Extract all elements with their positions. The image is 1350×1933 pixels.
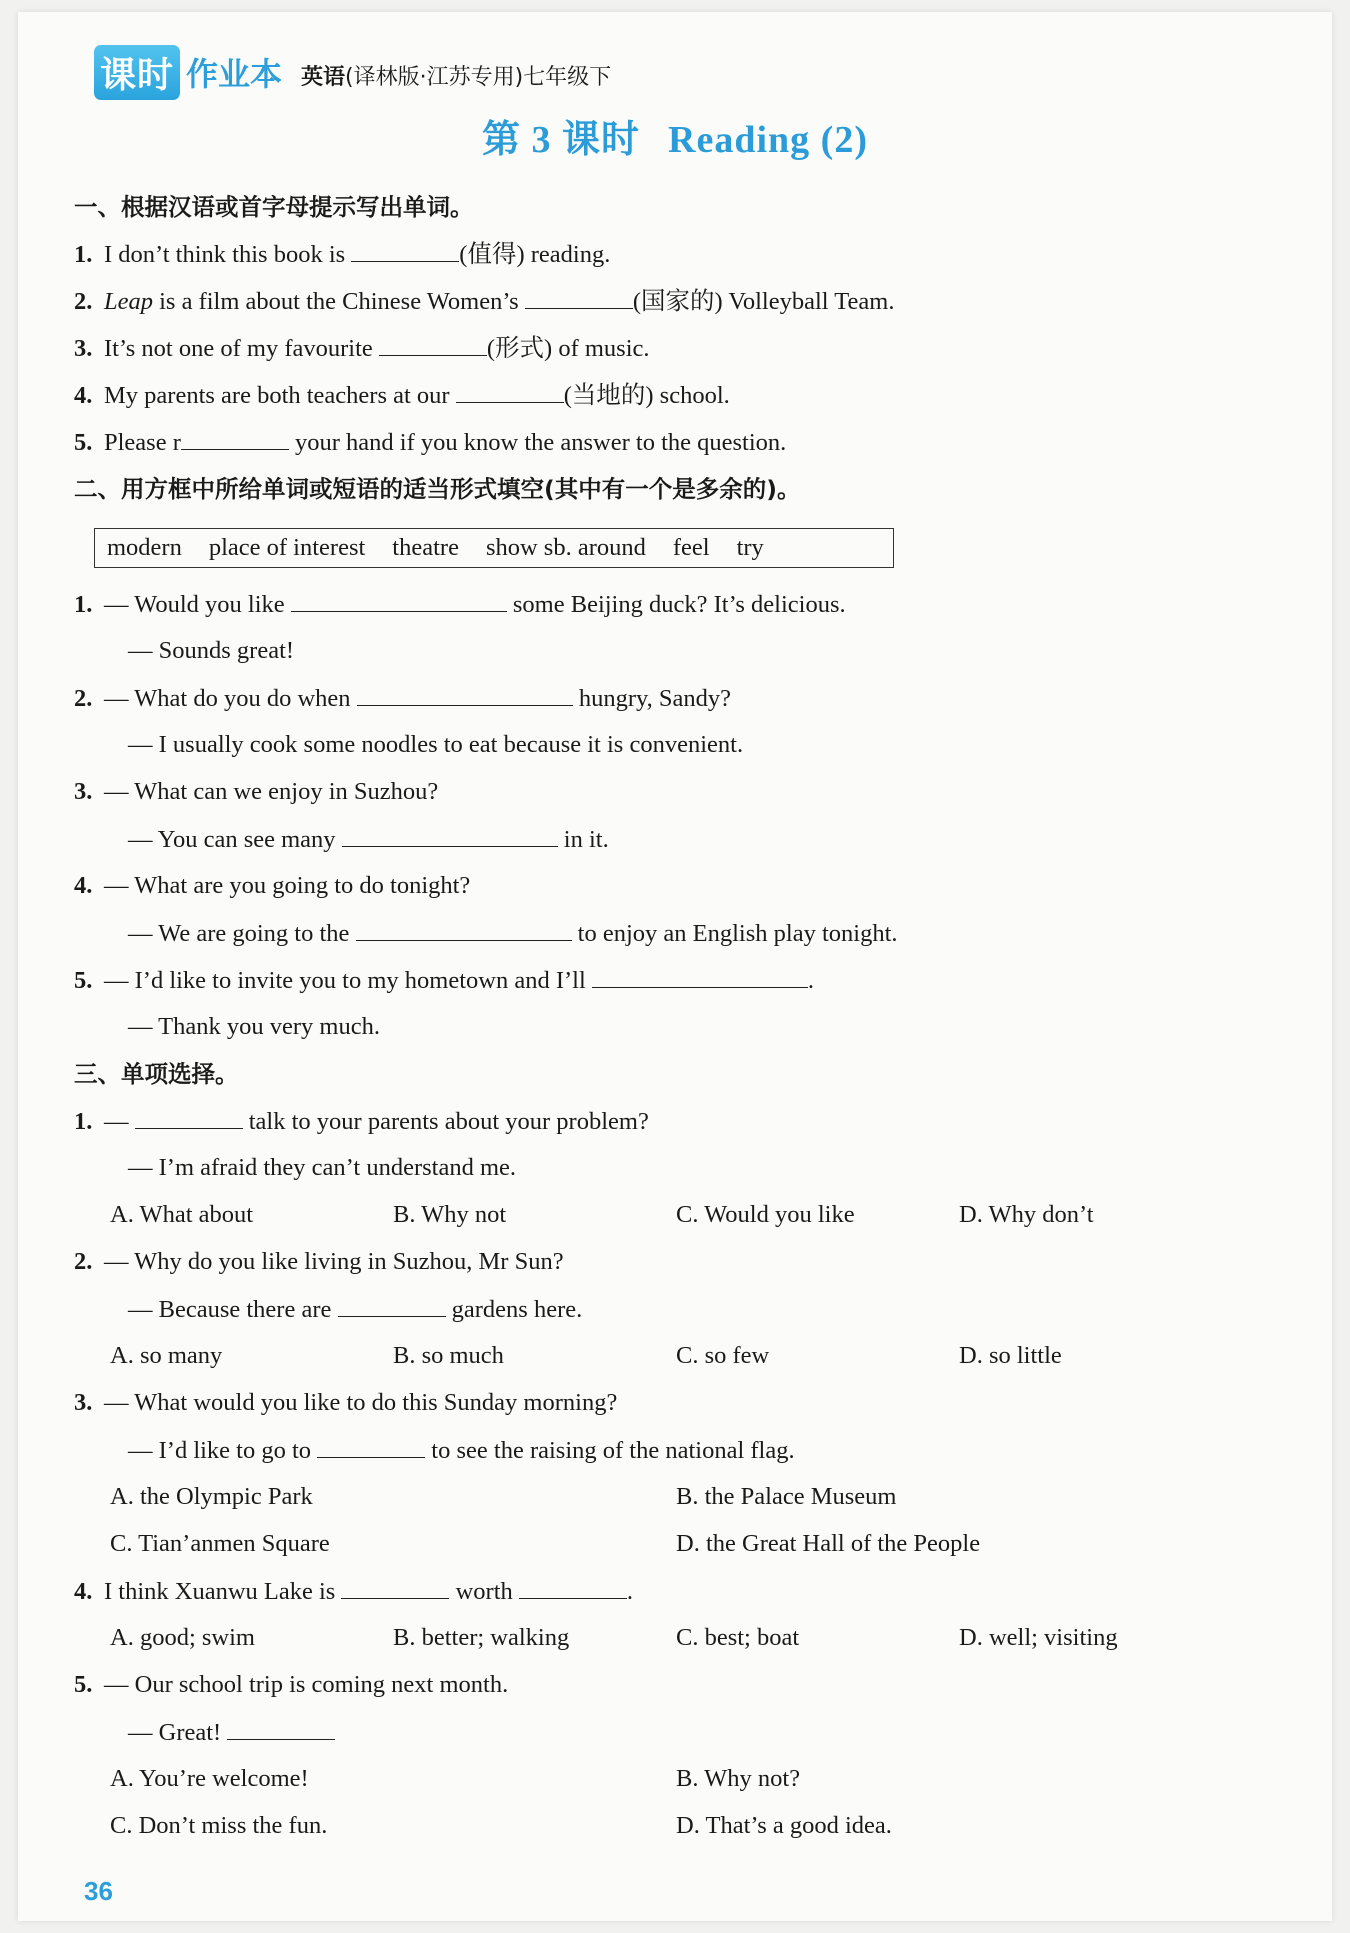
logo-text: 作业本 [186,55,283,93]
s2-item-1-q: 1. — Would you like some Beijing duck? It’s delicious. [74,591,846,618]
choice-c[interactable]: C. Tian’anmen Square [110,1530,330,1557]
answer-blank[interactable] [342,824,558,847]
answer-blank[interactable] [592,965,808,988]
s1-item-3: 3. It’s not one of my favourite (形式) of music. [74,335,650,362]
word-option: feel [672,534,710,561]
s3-item-3-a: — I’d like to go to to see the raising of the national flag. [128,1437,795,1464]
word-option: show sb. around [485,534,646,561]
s1-item-2: 2. Leap is a film about the Chinese Women’s (国家的) Volleyball Team. [74,288,895,315]
choice-b[interactable]: B. better; walking [393,1624,570,1651]
choice-a[interactable]: A. What about [110,1201,254,1228]
choice-d[interactable]: D. Why don’t [959,1201,1094,1228]
word-box [94,528,894,568]
s3-item-3-q: 3. — What would you like to do this Sunday morning? [74,1389,618,1416]
choice-c[interactable]: C. best; boat [676,1624,800,1651]
page-number: 36 [84,1876,113,1906]
s2-item-4-a: — We are going to the to enjoy an English play tonight. [128,920,898,947]
answer-blank[interactable] [456,380,564,403]
choice-b[interactable]: B. so much [393,1342,504,1369]
choice-d[interactable]: D. That’s a good idea. [676,1812,892,1839]
choice-d[interactable]: D. well; visiting [959,1624,1118,1651]
logo-badge: 课时 [94,45,180,100]
s2-item-5-a: — Thank you very much. [128,1013,380,1040]
answer-blank[interactable] [135,1106,243,1129]
s1-item-4: 4. My parents are both teachers at our (当地的) school. [74,382,730,409]
choice-c[interactable]: C. Would you like [676,1201,855,1228]
choice-c[interactable]: C. so few [676,1342,770,1369]
choice-a[interactable]: A. the Olympic Park [110,1483,313,1510]
s3-item-5-q: 5. — Our school trip is coming next month. [74,1671,509,1698]
answer-blank[interactable] [317,1435,425,1458]
choice-d[interactable]: D. the Great Hall of the People [676,1530,981,1557]
word-option: place of interest [208,534,366,561]
answer-blank[interactable] [338,1294,446,1317]
choice-d[interactable]: D. so little [959,1342,1062,1369]
s3-item-5-a: — Great! [74,1717,335,1748]
s2-item-1-a: — Sounds great! [128,637,295,664]
s3-item-2-q: 2. — Why do you like living in Suzhou, Mr Sun? [74,1248,564,1275]
answer-blank[interactable] [181,427,289,450]
answer-blank[interactable] [227,1717,335,1740]
answer-blank[interactable] [351,239,459,262]
s2-item-5-q: 5. — I’d like to invite you to my hometown and I’ll . [74,967,815,994]
s3-item-1-q: 1. — talk to your parents about your problem? [74,1108,649,1135]
book-subject: 英语 [301,65,346,90]
answer-blank[interactable] [291,589,507,612]
s3-item-4-q: 4. I think Xuanwu Lake is worth . [74,1578,634,1605]
word-option: theatre [392,534,459,561]
choice-c[interactable]: C. Don’t miss the fun. [110,1812,328,1839]
lesson-topic: Reading (2) [668,119,868,161]
s3-item-2-a: — Because there are gardens here. [128,1296,583,1323]
section3-heading: 三、单项选择。 [74,1060,239,1088]
section1-heading: 一、根据汉语或首字母提示写出单词。 [74,193,474,221]
s2-item-3-q: 3. — What can we enjoy in Suzhou? [74,778,439,805]
answer-blank[interactable] [525,286,633,309]
choice-a[interactable]: A. good; swim [110,1624,255,1651]
s3-item-1-a: — I’m afraid they can’t understand me. [128,1154,517,1181]
word-option: modern [107,534,182,561]
answer-blank[interactable] [519,1576,627,1599]
s1-item-5: 5. Please r your hand if you know the answer to the question. [74,429,787,456]
answer-blank[interactable] [341,1576,449,1599]
section2-heading: 二、用方框中所给单词或短语的适当形式填空(其中有一个是多余的)。 [74,475,801,503]
s2-item-2-q: 2. — What do you do when hungry, Sandy? [74,685,732,712]
s1-item-1: 1. I don’t think this book is (值得) reading. [74,241,611,268]
workbook-page [18,12,1332,1921]
choice-b[interactable]: B. the Palace Museum [676,1483,897,1510]
choice-b[interactable]: B. Why not? [676,1765,801,1792]
brand-logo [94,48,282,96]
choice-b[interactable]: B. Why not [393,1201,507,1228]
book-info [301,60,611,91]
choice-a[interactable]: A. You’re welcome! [110,1765,309,1792]
s2-item-3-a: — You can see many in it. [128,826,609,853]
s2-item-2-a: — I usually cook some noodles to eat because it is convenient. [128,731,744,758]
answer-blank[interactable] [357,683,573,706]
lesson-number: 第 3 课时 [482,119,641,161]
book-edition: (译林版·江苏专用)七年级下 [345,65,612,90]
word-option: try [736,534,764,561]
s2-item-4-q: 4. — What are you going to do tonight? [74,872,471,899]
choice-a[interactable]: A. so many [110,1342,223,1369]
page-title [18,108,1332,163]
answer-blank[interactable] [356,918,572,941]
answer-blank[interactable] [379,333,487,356]
